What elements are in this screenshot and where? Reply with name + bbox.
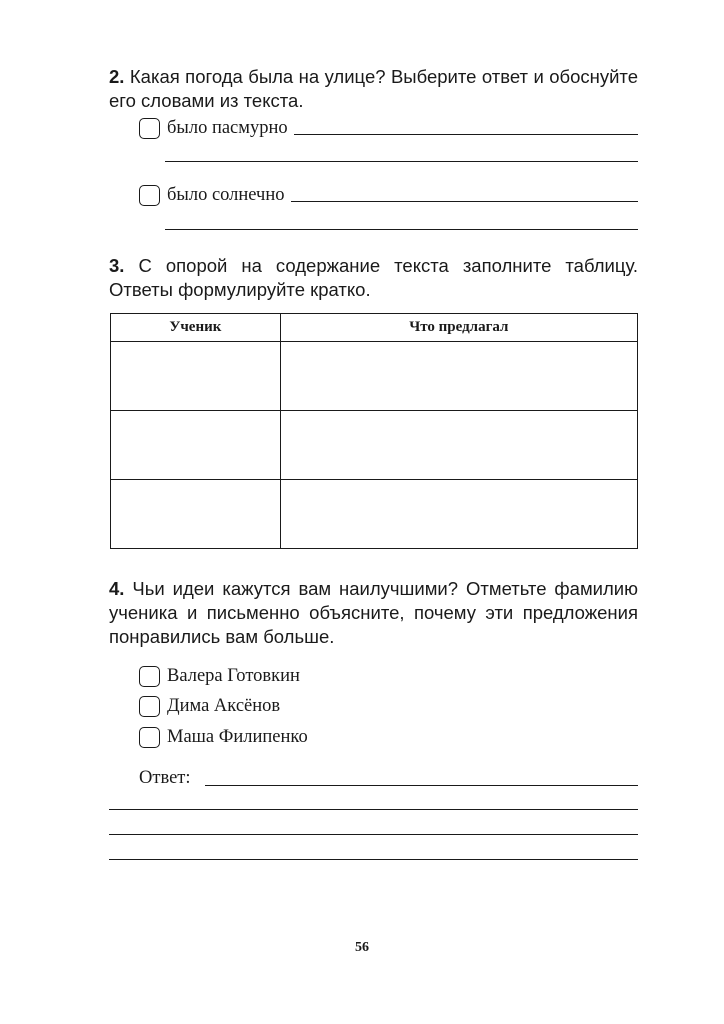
answer-line[interactable] bbox=[165, 229, 638, 230]
table-row bbox=[111, 342, 638, 411]
checkbox-valera[interactable] bbox=[139, 666, 160, 687]
answer-line[interactable] bbox=[205, 785, 638, 786]
table-cell-student[interactable] bbox=[111, 342, 281, 411]
table-cell-proposal[interactable] bbox=[280, 342, 637, 411]
q4-option-valera-label: Валера Готовкин bbox=[167, 666, 300, 686]
question-4-text bbox=[109, 577, 638, 649]
table-row bbox=[111, 480, 638, 549]
table-cell-proposal[interactable] bbox=[280, 411, 637, 480]
q4-option-valera[interactable] bbox=[139, 665, 300, 687]
checkbox-dima[interactable] bbox=[139, 696, 160, 717]
question-2-number: 2. bbox=[109, 66, 125, 87]
checkbox-overcast[interactable] bbox=[139, 118, 160, 139]
q4-option-masha-label: Маша Филипенко bbox=[167, 727, 308, 747]
q4-option-dima[interactable] bbox=[139, 695, 280, 717]
question-3-number: 3. bbox=[109, 255, 125, 276]
question-2-body: Какая погода была на улице? Выберите ответ и обоснуйте его словами из текста. bbox=[109, 66, 638, 111]
answer-line[interactable] bbox=[109, 834, 638, 835]
page-number: 56 bbox=[355, 940, 369, 955]
question-2-text bbox=[109, 65, 638, 113]
answer-table bbox=[110, 313, 638, 549]
table-cell-student[interactable] bbox=[111, 480, 281, 549]
answer-line[interactable] bbox=[109, 859, 638, 860]
q2-option-sunny[interactable] bbox=[139, 184, 638, 206]
question-3-body: С опорой на содержание текста заполните таблицу. Ответы формулируйте кратко. bbox=[109, 255, 638, 300]
q2-option-overcast[interactable] bbox=[139, 117, 638, 139]
table-cell-student[interactable] bbox=[111, 411, 281, 480]
question-4-number: 4. bbox=[109, 578, 125, 599]
answer-line[interactable] bbox=[291, 201, 638, 202]
q2-option-overcast-label: было пасмурно bbox=[167, 118, 288, 138]
q2-option-sunny-label: было солнечно bbox=[167, 185, 285, 205]
question-3-text bbox=[109, 254, 638, 302]
table-row bbox=[111, 411, 638, 480]
answer-line[interactable] bbox=[294, 134, 638, 135]
checkbox-masha[interactable] bbox=[139, 727, 160, 748]
answer-line[interactable] bbox=[165, 161, 638, 162]
answer-line[interactable] bbox=[109, 809, 638, 810]
q4-option-dima-label: Дима Аксёнов bbox=[167, 696, 281, 716]
checkbox-sunny[interactable] bbox=[139, 185, 160, 206]
q4-option-masha[interactable] bbox=[139, 726, 308, 748]
table-header-student: Ученик bbox=[111, 314, 281, 342]
answer-label: Ответ: bbox=[139, 768, 191, 788]
table-header-proposal: Что предлагал bbox=[280, 314, 637, 342]
question-4-body: Чьи идеи кажутся вам наилучшими? Отметьте фамилию ученика и письменно объясните, почему эти предложения понравились вам больше. bbox=[109, 578, 638, 647]
table-cell-proposal[interactable] bbox=[280, 480, 637, 549]
